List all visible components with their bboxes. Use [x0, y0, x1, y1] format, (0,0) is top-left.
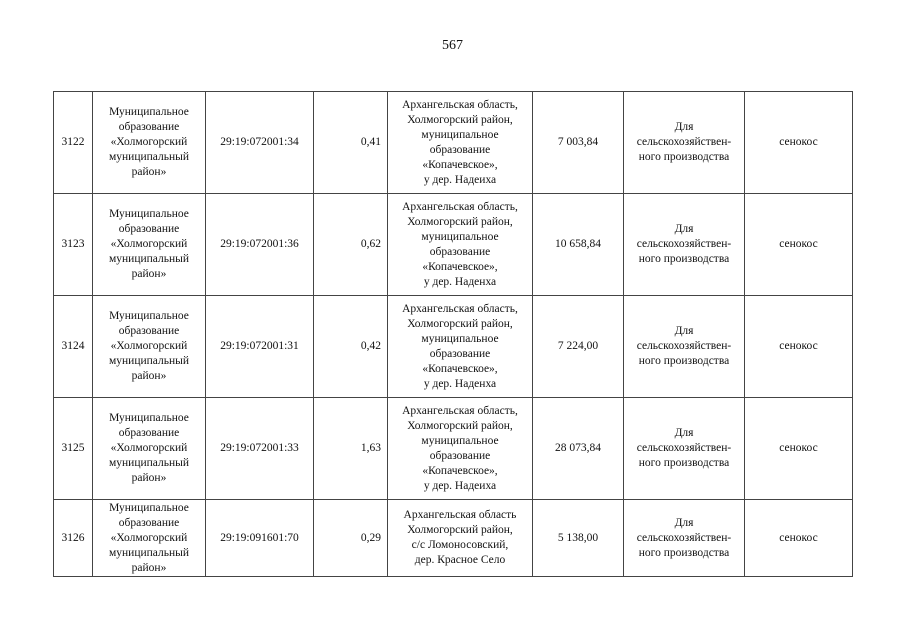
row-number: 3124: [54, 296, 93, 398]
page-number: 567: [442, 38, 463, 53]
category-cell: Для сельскохозяйствен- ного производства: [624, 296, 745, 398]
land-use-cell: сенокос: [745, 296, 853, 398]
address-cell: Архангельская область, Холмогорский район, муниципальное образование «Копачевское», у дер. Наденха: [388, 296, 533, 398]
value-cell: 5 138,00: [533, 500, 624, 577]
area-cell: 0,41: [314, 92, 388, 194]
cadastral-number-cell: 29:19:072001:33: [206, 398, 314, 500]
cadastral-number-cell: 29:19:072001:31: [206, 296, 314, 398]
cadastral-number-cell: 29:19:091601:70: [206, 500, 314, 577]
land-registry-table: [53, 91, 853, 577]
row-number: 3125: [54, 398, 93, 500]
category-cell: Для сельскохозяйствен- ного производства: [624, 92, 745, 194]
row-number: 3123: [54, 194, 93, 296]
owner-cell: Муниципальное образование «Холмогорский муниципальный район»: [93, 92, 206, 194]
table-row: [54, 296, 853, 398]
table-row: [54, 500, 853, 577]
value-cell: 7 003,84: [533, 92, 624, 194]
category-cell: Для сельскохозяйствен- ного производства: [624, 398, 745, 500]
area-cell: 0,62: [314, 194, 388, 296]
land-use-cell: сенокос: [745, 92, 853, 194]
owner-cell: Муниципальное образование «Холмогорский муниципальный район»: [93, 398, 206, 500]
address-cell: Архангельская область Холмогорский район, с/с Ломоносовский, дер. Красное Село: [388, 500, 533, 577]
cadastral-number-cell: 29:19:072001:36: [206, 194, 314, 296]
address-cell: Архангельская область, Холмогорский район, муниципальное образование «Копачевское», у дер. Надеиха: [388, 398, 533, 500]
value-cell: 10 658,84: [533, 194, 624, 296]
row-number: 3126: [54, 500, 93, 577]
table-row: [54, 398, 853, 500]
area-cell: 0,29: [314, 500, 388, 577]
land-use-cell: сенокос: [745, 398, 853, 500]
land-use-cell: сенокос: [745, 500, 853, 577]
table-row: [54, 194, 853, 296]
land-use-cell: сенокос: [745, 194, 853, 296]
value-cell: 7 224,00: [533, 296, 624, 398]
cadastral-number-cell: 29:19:072001:34: [206, 92, 314, 194]
area-cell: 1,63: [314, 398, 388, 500]
category-cell: Для сельскохозяйствен- ного производства: [624, 500, 745, 577]
owner-cell: Муниципальное образование «Холмогорский муниципальный район»: [93, 296, 206, 398]
owner-cell: Муниципальное образование «Холмогорский муниципальный район»: [93, 194, 206, 296]
address-cell: Архангельская область, Холмогорский район, муниципальное образование «Копачевское», у дер. Надеиха: [388, 92, 533, 194]
area-cell: 0,42: [314, 296, 388, 398]
value-cell: 28 073,84: [533, 398, 624, 500]
address-cell: Архангельская область, Холмогорский район, муниципальное образование «Копачевское», у дер. Наденха: [388, 194, 533, 296]
row-number: 3122: [54, 92, 93, 194]
category-cell: Для сельскохозяйствен- ного производства: [624, 194, 745, 296]
table-row: [54, 92, 853, 194]
owner-cell: Муниципальное образование «Холмогорский муниципальный район»: [93, 500, 206, 577]
